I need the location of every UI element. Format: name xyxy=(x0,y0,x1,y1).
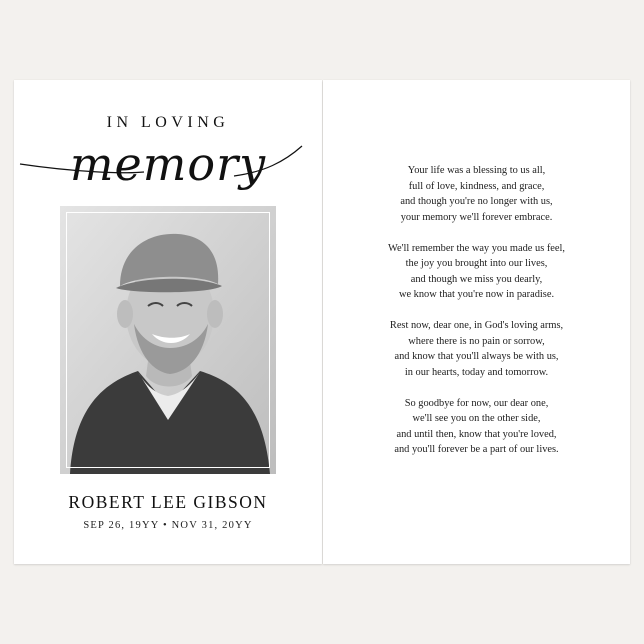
stanza xyxy=(323,241,630,303)
poem-line: we'll see you on the other side, xyxy=(412,413,541,424)
stanza xyxy=(323,163,630,225)
poem-line: we know that you're now in paradise. xyxy=(398,289,555,300)
poem-line: So goodbye for now, our dear one, xyxy=(404,397,549,409)
script-word: memory xyxy=(69,137,267,191)
poem-line: and though you're no longer with us, xyxy=(400,196,553,207)
poem xyxy=(323,163,630,473)
poem-line: We'll remember the way you made us feel, xyxy=(387,242,566,254)
poem-line: the joy you brought into our lives, xyxy=(405,258,548,269)
poem-line: and though we miss you dearly, xyxy=(410,273,543,285)
card-back xyxy=(323,80,630,564)
stanza xyxy=(323,396,630,458)
poem-line: your memory we'll forever embrace. xyxy=(400,211,553,223)
poem-line: where there is no pain or sorrow, xyxy=(408,335,545,347)
poem-line: and know that you'll always be with us, xyxy=(394,351,559,362)
poem-line: Your life was a blessing to us all, xyxy=(407,165,546,176)
photo-frame xyxy=(66,212,270,468)
stanza xyxy=(323,318,630,380)
poem-line: full of love, kindness, and grace, xyxy=(408,180,545,192)
poem-line: in our hearts, today and tomorrow. xyxy=(404,366,549,378)
deceased-name: ROBERT LEE GIBSON xyxy=(68,492,268,512)
life-dates: SEP 26, 19YY • NOV 31, 20YY xyxy=(83,520,253,531)
portrait-photo xyxy=(60,206,276,474)
poem-line: and you'll forever be a part of our lives. xyxy=(394,444,559,455)
poem-line: and until then, know that you're loved, xyxy=(396,428,557,440)
script-memory xyxy=(14,132,322,202)
poem-line: Rest now, dear one, in God's loving arms, xyxy=(389,320,564,331)
heading: IN LOVING xyxy=(106,114,230,131)
card-front xyxy=(14,80,322,564)
